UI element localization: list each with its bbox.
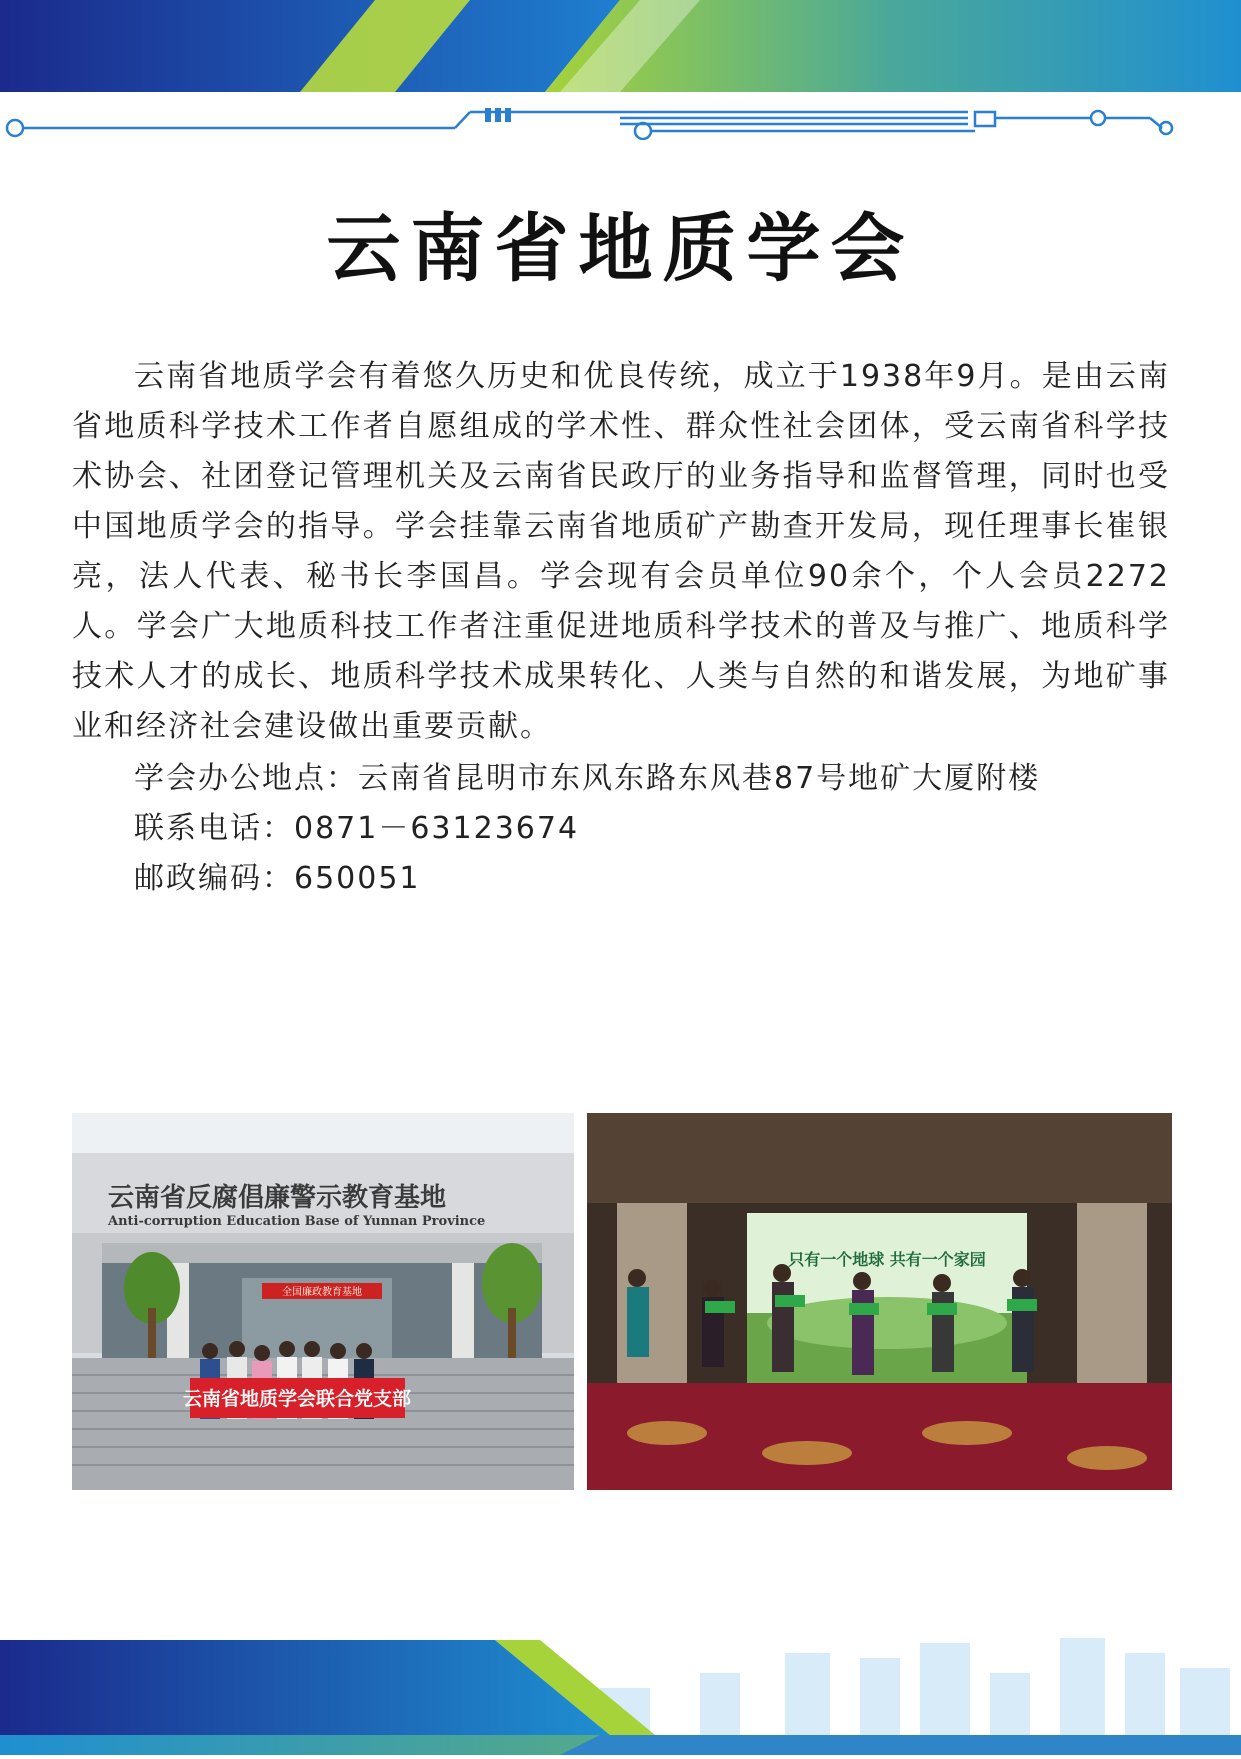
contact-address: 学会办公地点：云南省昆明市东风东路东风巷87号地矿大厦附楼 — [134, 761, 1041, 796]
party-banner-text: 云南省地质学会联合党支部 — [182, 1388, 412, 1410]
photo-stage-event — [587, 1113, 1172, 1490]
header-decoration — [0, 0, 1241, 140]
contact-phone: 联系电话：0871－63123674 — [134, 811, 580, 846]
screen-text: 只有一个地球 共有一个家园 — [788, 1250, 986, 1269]
intro-section — [72, 352, 1170, 752]
plaque-text: 全国廉政教育基地 — [282, 1287, 362, 1298]
footer-decoration — [0, 1618, 1241, 1755]
intro-paragraph: 云南省地质学会有着悠久历史和优良传统，成立于1938年9月。是由云南省地质科学技术工作者自愿组成的学术性、群众性社会团体，受云南省科学技术协会、社团登记管理机关及云南省民政厅的业务指导和监督管理，同时也受中国地质学会的指导。学会挂靠云南省地质矿产勘查开发局，现任理事长崔银亮，法人代表、秘书长李国昌。学会现有会员单位90余个，个人会员2272人。学会广大地质科技工作者注重促进地质科学技术的普及与推广、地质科学技术人才的成长、地质科学技术成果转化、人类与自然的和谐发展，为地矿事业和经济社会建设做出重要贡献。 — [72, 359, 1170, 744]
building-sign-cn: 云南省反腐倡廉警示教育基地 — [108, 1183, 447, 1213]
photo-building-group — [72, 1113, 574, 1490]
contact-postcode: 邮政编码：650051 — [134, 861, 421, 896]
building-sign-en: Anti-corruption Education Base of Yunnan Province — [108, 1214, 486, 1229]
page-title: 云南省地质学会 — [326, 206, 915, 292]
